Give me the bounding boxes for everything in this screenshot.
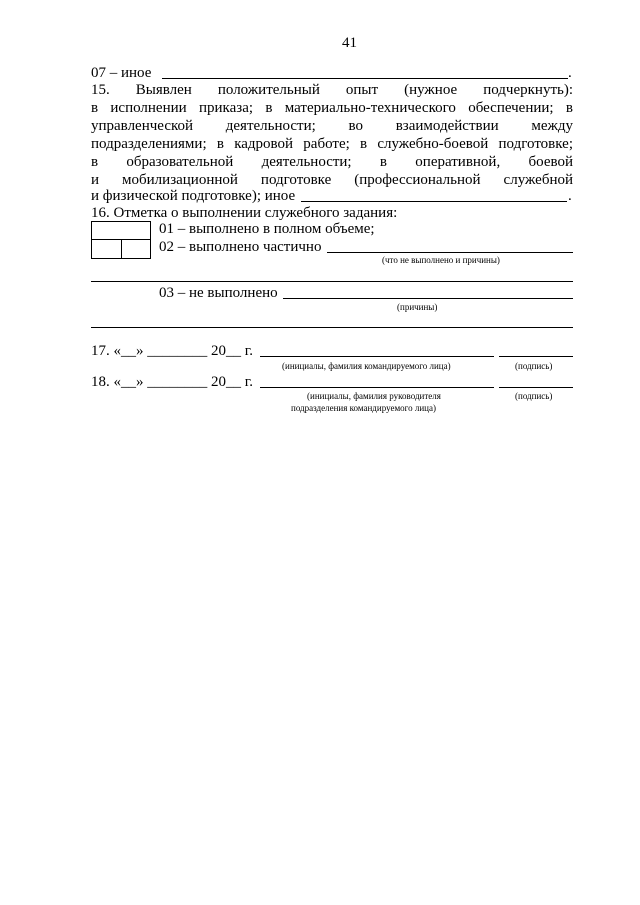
item-15-word: (нужное bbox=[404, 82, 458, 98]
item-16-title: 16. Отметка о выполнении служебного задания: bbox=[91, 205, 398, 221]
item-18-date: 18. «__» ________ 20__ г. bbox=[91, 374, 253, 390]
item-18-name-line[interactable] bbox=[260, 387, 494, 388]
item-17-caption-name: (инициалы, фамилия командируемого лица) bbox=[282, 361, 451, 371]
item-15-word: подчеркнуть): bbox=[483, 82, 574, 98]
item-15-line-4: подразделениями; в кадровой работе; в служебно-боевой подготовке; bbox=[91, 136, 573, 152]
option-02-caption: (что не выполнено и причины) bbox=[382, 255, 500, 265]
item-07-line[interactable] bbox=[162, 78, 568, 79]
item-15-line-2: в исполнении приказа; в материально-технического обеспечении; в bbox=[91, 100, 573, 116]
item-18-caption-name-2: подразделения командируемого лица) bbox=[291, 403, 436, 413]
item-15-word: Выявлен bbox=[135, 82, 192, 98]
item-17-name-line[interactable] bbox=[260, 356, 494, 357]
option-03: 03 – не выполнено bbox=[159, 285, 278, 301]
item-15-other-line[interactable] bbox=[301, 201, 567, 202]
item-18-caption-name-1: (инициалы, фамилия руководителя bbox=[307, 391, 441, 401]
item-15-line-3: управленческой деятельности; во взаимодействии между bbox=[91, 118, 573, 134]
item-15-last-line: и физической подготовке); иное bbox=[91, 188, 296, 204]
item-18-sign-line[interactable] bbox=[499, 387, 573, 388]
item-15-line-6: и мобилизационной подготовке (профессиональной служебной bbox=[91, 172, 573, 188]
option-03-line-2[interactable] bbox=[91, 327, 573, 328]
option-03-line[interactable] bbox=[283, 298, 573, 299]
item-15-word: положительный bbox=[217, 82, 320, 98]
item-07-end: . bbox=[568, 65, 572, 81]
item-17-caption-sign: (подпись) bbox=[515, 361, 553, 371]
item-15-word: опыт bbox=[345, 82, 379, 98]
item-17-sign-line[interactable] bbox=[499, 356, 573, 357]
option-03-caption: (причины) bbox=[397, 302, 438, 312]
item-15-end: . bbox=[568, 188, 572, 204]
checkbox-grid-divider bbox=[121, 239, 122, 258]
option-02-line[interactable] bbox=[327, 252, 573, 253]
option-02: 02 – выполнено частично bbox=[159, 239, 322, 255]
item-15-word: 15. bbox=[91, 82, 110, 98]
page-number: 41 bbox=[342, 35, 357, 51]
item-18-caption-sign: (подпись) bbox=[515, 391, 553, 401]
option-02-line-2[interactable] bbox=[91, 281, 573, 282]
option-01: 01 – выполнено в полном объеме; bbox=[159, 221, 375, 237]
item-07-label: 07 – иное bbox=[91, 65, 152, 81]
item-15-line-5: в образовательной деятельности; в оперативной, боевой bbox=[91, 154, 573, 170]
item-15-line-1 bbox=[91, 81, 573, 99]
item-17-date: 17. «__» ________ 20__ г. bbox=[91, 343, 253, 359]
